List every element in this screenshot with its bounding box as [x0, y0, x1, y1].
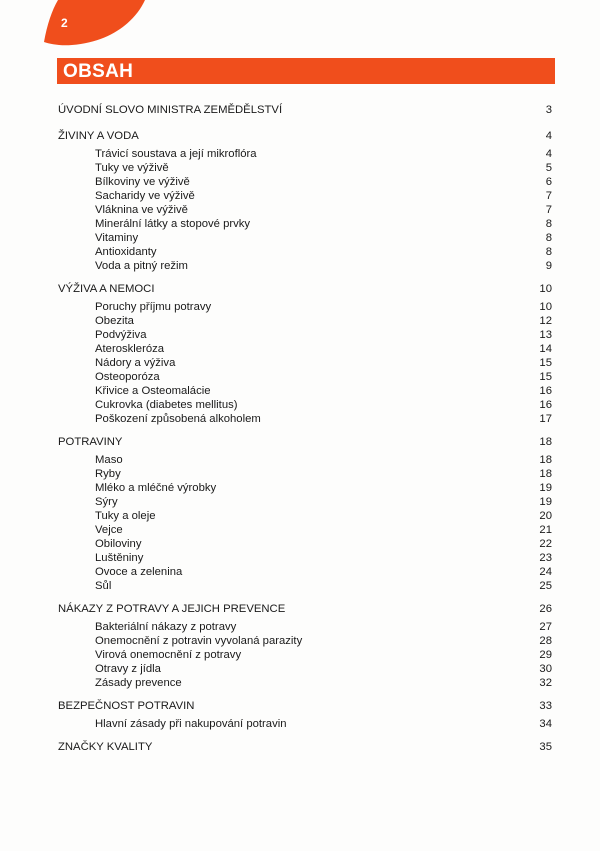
toc-entry[interactable]	[58, 328, 552, 342]
toc-entry-label: Zásady prevence	[95, 677, 182, 689]
toc-entry-label: Křivice a Osteomalácie	[95, 385, 211, 397]
toc-page-number: 17	[539, 413, 552, 425]
toc-page-number: 30	[539, 663, 552, 675]
toc-entry-label: Luštěniny	[95, 552, 144, 564]
toc-entry-label: Poškození způsobená alkoholem	[95, 413, 261, 425]
toc-entry[interactable]	[58, 356, 552, 370]
toc-entry-label: Cukrovka (diabetes mellitus)	[95, 399, 238, 411]
toc-page-number: 16	[539, 399, 552, 411]
toc-page-number: 16	[539, 385, 552, 397]
toc-entry-label: Voda a pitný režim	[95, 260, 188, 272]
toc-entry[interactable]	[58, 481, 552, 495]
toc-entry[interactable]	[58, 259, 552, 273]
toc-entry[interactable]	[58, 314, 552, 328]
toc-entry[interactable]	[58, 579, 552, 593]
toc-section-title: BEZPEČNOST POTRAVIN	[58, 700, 195, 712]
toc-entry-label: Vitaminy	[95, 232, 139, 244]
toc-page-number: 15	[539, 371, 552, 383]
toc-entry-label: Ryby	[95, 468, 121, 480]
toc-entry[interactable]	[58, 245, 552, 259]
toc-entry[interactable]	[58, 634, 552, 648]
toc-page-number: 29	[539, 649, 552, 661]
toc-section-title: ZNAČKY KVALITY	[58, 741, 153, 753]
toc-page-number: 13	[539, 329, 552, 341]
toc-page-number: 8	[545, 232, 552, 244]
toc-section-title: POTRAVINY	[58, 436, 123, 448]
toc-page-number: 26	[539, 603, 552, 615]
toc-page-number: 33	[539, 700, 552, 712]
toc-entry[interactable]	[58, 189, 552, 203]
toc-entry-label: Podvýživa	[95, 329, 147, 341]
toc-page-number: 6	[545, 176, 552, 188]
toc-entry-label: Bakteriální nákazy z potravy	[95, 621, 237, 633]
toc-entry-label: Ateroskleróza	[95, 343, 165, 355]
toc-entry[interactable]	[58, 565, 552, 579]
toc-entry-label: Ovoce a zelenina	[95, 566, 183, 578]
toc-entry-label: Bílkoviny ve výživě	[95, 176, 190, 188]
toc-entry-label: Vláknina ve výživě	[95, 204, 188, 216]
toc-entry[interactable]	[58, 370, 552, 384]
toc-page-number: 27	[539, 621, 552, 633]
toc-page-number: 18	[539, 454, 552, 466]
toc-entry-label: Obezita	[95, 315, 134, 327]
toc-page-number: 7	[545, 190, 552, 202]
toc-entry-label: Hlavní zásady při nakupování potravin	[95, 718, 287, 730]
toc-page-number: 19	[539, 482, 552, 494]
toc-entry[interactable]	[58, 467, 552, 481]
toc-entry[interactable]	[58, 495, 552, 509]
toc-entry-label: Poruchy příjmu potravy	[95, 301, 212, 313]
toc-section[interactable]	[58, 699, 552, 713]
toc-page-number: 3	[545, 104, 552, 116]
toc-entry[interactable]	[58, 648, 552, 662]
toc-entry[interactable]	[58, 300, 552, 314]
toc-entry-label: Maso	[95, 454, 123, 466]
toc-entry[interactable]	[58, 551, 552, 565]
toc-page-number: 4	[545, 148, 552, 160]
toc-page-number: 24	[539, 566, 552, 578]
page-title: OBSAH	[63, 61, 134, 82]
toc-page-number: 9	[545, 260, 552, 272]
toc-page-number: 22	[539, 538, 552, 550]
toc-entry[interactable]	[58, 412, 552, 426]
toc-entry-label: Otravy z jídla	[95, 663, 161, 675]
toc-section-title: ÚVODNÍ SLOVO MINISTRA ZEMĚDĚLSTVÍ	[58, 104, 283, 116]
toc-page-number: 8	[545, 218, 552, 230]
table-of-contents	[58, 103, 552, 754]
toc-entry-label: Mléko a mléčné výrobky	[95, 482, 217, 494]
toc-page-number: 10	[539, 283, 552, 295]
toc-entry[interactable]	[58, 523, 552, 537]
toc-entry-label: Obiloviny	[95, 538, 142, 550]
toc-entry[interactable]	[58, 662, 552, 676]
toc-entry[interactable]	[58, 342, 552, 356]
toc-section[interactable]	[58, 602, 552, 616]
toc-page-number: 25	[539, 580, 552, 592]
toc-entry-label: Onemocnění z potravin vyvolaná parazity	[95, 635, 303, 647]
toc-entry-label: Antioxidanty	[95, 246, 157, 258]
toc-page-number: 20	[539, 510, 552, 522]
toc-entry[interactable]	[58, 676, 552, 690]
toc-page-number: 35	[539, 741, 552, 753]
toc-entry-label: Tuky ve výživě	[95, 162, 169, 174]
toc-entry-label: Minerální látky a stopové prvky	[95, 218, 251, 230]
toc-section[interactable]	[58, 103, 552, 117]
toc-page-number: 8	[545, 246, 552, 258]
toc-page-number: 21	[539, 524, 552, 536]
toc-page-number: 19	[539, 496, 552, 508]
toc-page-number: 10	[539, 301, 552, 313]
toc-page-number: 34	[539, 718, 552, 730]
toc-page-number: 23	[539, 552, 552, 564]
toc-page-number: 7	[545, 204, 552, 216]
toc-section[interactable]	[58, 740, 552, 754]
toc-page-number: 5	[545, 162, 552, 174]
toc-section[interactable]	[58, 129, 552, 143]
toc-page-number: 4	[545, 130, 552, 142]
toc-entry-label: Trávicí soustava a její mikroflóra	[95, 148, 257, 160]
toc-entry-label: Sůl	[95, 580, 112, 592]
toc-section-title: ŽIVINY A VODA	[58, 130, 139, 142]
toc-entry[interactable]	[58, 175, 552, 189]
toc-entry[interactable]	[58, 384, 552, 398]
toc-section[interactable]	[58, 435, 552, 449]
toc-page-number: 28	[539, 635, 552, 647]
page-number: 2	[61, 16, 68, 30]
toc-entry[interactable]	[58, 217, 552, 231]
toc-section[interactable]	[58, 282, 552, 296]
toc-entry[interactable]	[58, 161, 552, 175]
toc-entry-label: Sacharidy ve výživě	[95, 190, 195, 202]
toc-page-number: 15	[539, 357, 552, 369]
toc-entry-label: Osteoporóza	[95, 371, 160, 383]
toc-entry[interactable]	[58, 620, 552, 634]
toc-entry[interactable]	[58, 147, 552, 161]
toc-entry-label: Tuky a oleje	[95, 510, 156, 522]
title-banner	[57, 58, 555, 84]
toc-page-number: 18	[539, 436, 552, 448]
toc-entry-label: Sýry	[95, 496, 118, 508]
toc-entry-label: Virová onemocnění z potravy	[95, 649, 242, 661]
toc-page-number: 14	[539, 343, 552, 355]
toc-page-number: 12	[539, 315, 552, 327]
toc-page-number: 18	[539, 468, 552, 480]
toc-section-title: VÝŽIVA A NEMOCI	[58, 283, 155, 295]
decorative-leaf-shape	[0, 0, 160, 50]
toc-entry[interactable]	[58, 231, 552, 245]
toc-entry[interactable]	[58, 509, 552, 523]
toc-entry[interactable]	[58, 717, 552, 731]
toc-entry-label: Vejce	[95, 524, 123, 536]
toc-entry[interactable]	[58, 453, 552, 467]
toc-entry[interactable]	[58, 398, 552, 412]
toc-entry[interactable]	[58, 203, 552, 217]
toc-entry[interactable]	[58, 537, 552, 551]
toc-section-title: NÁKAZY Z POTRAVY A JEJICH PREVENCE	[58, 603, 286, 615]
toc-entry-label: Nádory a výživa	[95, 357, 176, 369]
toc-page-number: 32	[539, 677, 552, 689]
